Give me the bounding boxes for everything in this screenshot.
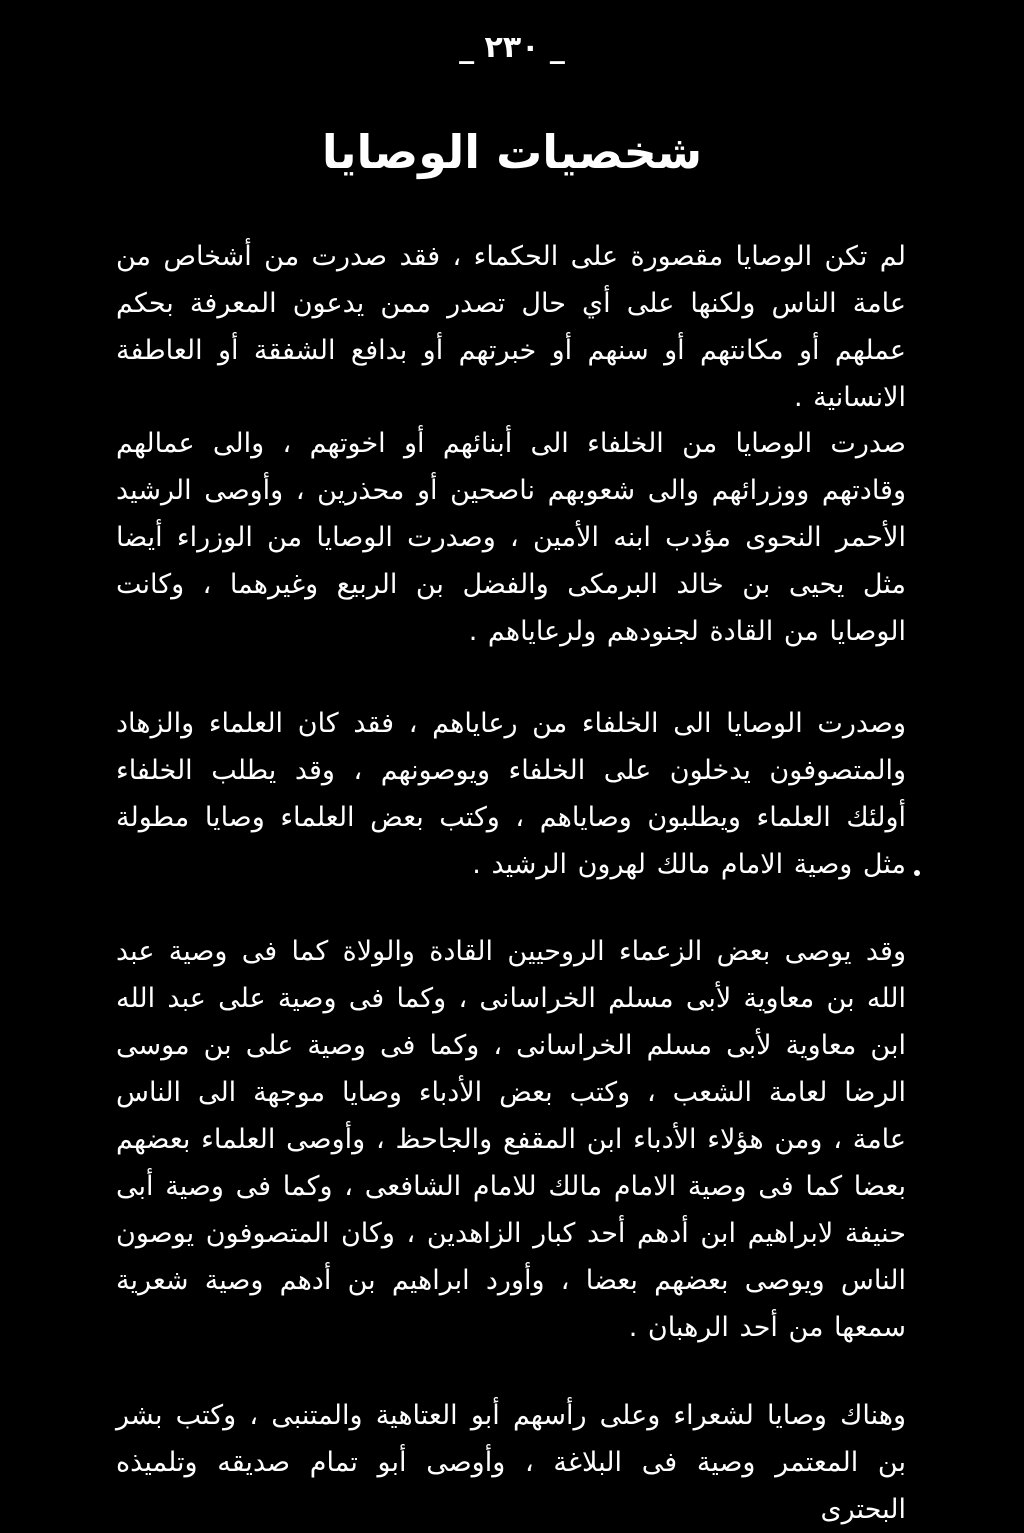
paragraph-4: وقد يوصى بعض الزعماء الروحيين القادة والولاة كما فى وصية عبد الله بن معاوية لأبى مسلم الخراسانى ، وكما فى وصية على عبد الله ابن معاوية لأبى مسلم الخراسانى ، وكما فى وصية على بن موسى الرضا لعامة الشعب ، وكتب بعض الأدباء وصايا موجهة الى الناس عامة ، ومن هؤلاء الأدباء ابن المقفع والجاحظ ، وأوصى العلماء بعضهم بعضا كما فى وصية الامام مالك للامام الشافعى ، وكما فى وصية أبى حنيفة لابراهيم ابن أدهم أحد كبار الزاهدين ، وكان المتصوفون يوصون الناس ويوصى بعضهم بعضا ، وأورد ابراهيم بن أدهم وصية شعرية سمعها من أحد الرهبان . xyxy=(116,936,906,1343)
paragraph-1: لم تكن الوصايا مقصورة على الحكماء ، فقد صدرت من أشخاص من عامة الناس ولكنها على أي حال تصدر ممن يدعون المعرفة بحكم عملهم أو مكانتهم أو سنهم أو خبرتهم أو بدافع الشفقة أو العاطفة الانسانية . xyxy=(116,241,906,413)
paragraph-3: وصدرت الوصايا الى الخلفاء من رعاياهم ، فقد كان العلماء والزهاد والمتصوفون يدخلون على الخلفاء ويوصونهم ، وقد يطلب الخلفاء أولئك العلماء ويطلبون وصاياهم ، وكتب بعض العلماء وصايا مطولة مثل وصية الامام مالك لهرون الرشيد . xyxy=(116,708,906,880)
chapter-title: شخصيات الوصايا xyxy=(321,125,703,179)
page-number: _ ٢٣٠ _ xyxy=(459,30,565,65)
paragraph-2: صدرت الوصايا من الخلفاء الى أبنائهم أو اخوتهم ، والى عمالهم وقادتهم ووزرائهم والى شعوبهم ناصحين أو محذرين ، وأوصى الرشيد الأحمر النحوى مؤدب ابنه الأمين ، وصدرت الوصايا من الوزراء أيضا مثل يحيى بن خالد البرمكى والفضل بن الربيع وغيرهما ، وكانت الوصايا من القادة لجنودهم ولرعاياهم . xyxy=(116,428,906,647)
stray-dot-mark xyxy=(914,870,920,876)
paragraph-5: وهناك وصايا لشعراء وعلى رأسهم أبو العتاهية والمتنبى ، وكتب بشر بن المعتمر وصية فى البلاغة ، وأوصى أبو تمام صديقه وتلميذه البحترى xyxy=(116,1400,906,1525)
